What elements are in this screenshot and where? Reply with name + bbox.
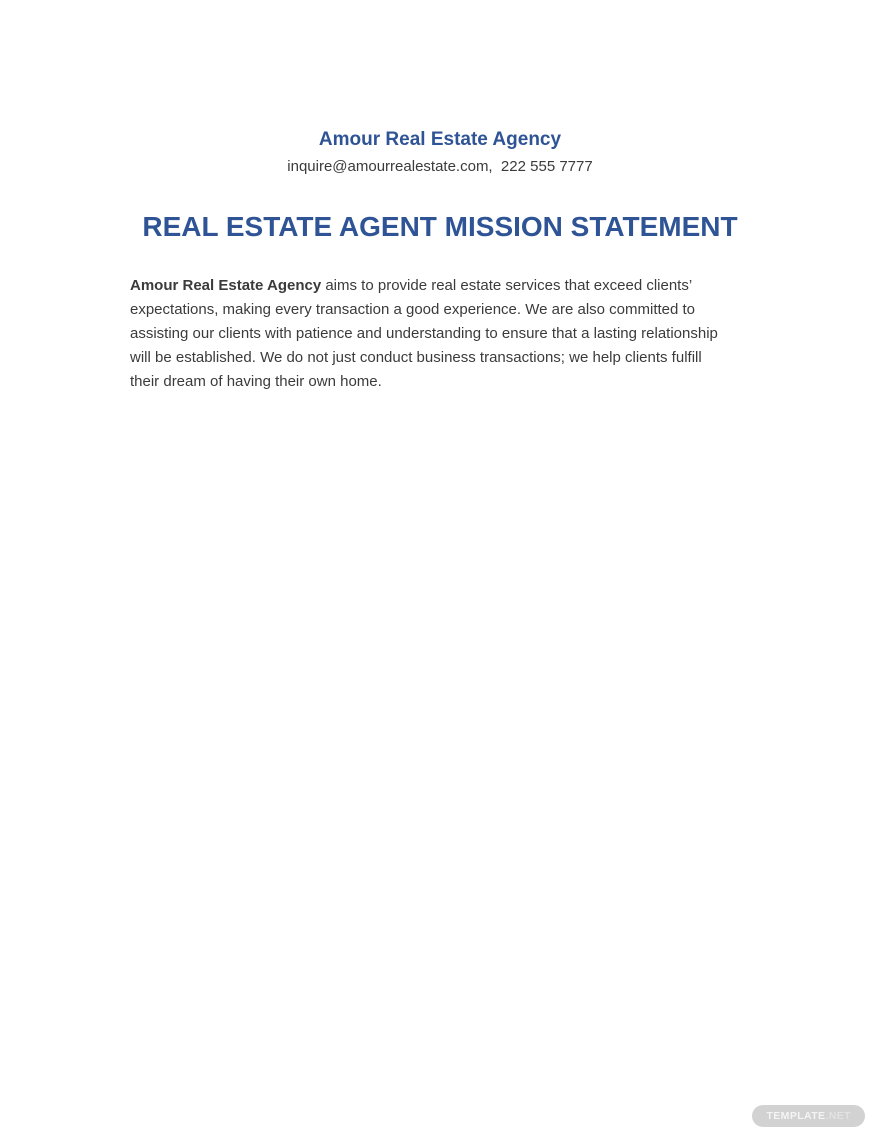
watermark-label-ext: .NET [825,1110,851,1122]
agency-name: Amour Real Estate Agency [318,129,562,150]
mission-statement-paragraph [130,274,734,394]
paragraph-text: aims to provide real estate services that exceed clients’ expectations, making every transaction a good experience. We are also committed to assisting our clients with patience and understanding to ensure that a lasting relationship will be established. We do not just conduct business transactions; we help clients fulfill their dream of having their own home. [130,277,718,390]
paragraph-lead-bold: Amour Real Estate Agency [130,277,322,294]
page-title: REAL ESTATE AGENT MISSION STATEMENT [142,211,738,242]
contact-info: inquire@amourrealestate.com, 222 555 7777 [287,158,593,175]
watermark-label-main: TEMPLATE [766,1110,826,1122]
template-net-watermark [752,1105,865,1127]
document-header [0,0,880,178]
